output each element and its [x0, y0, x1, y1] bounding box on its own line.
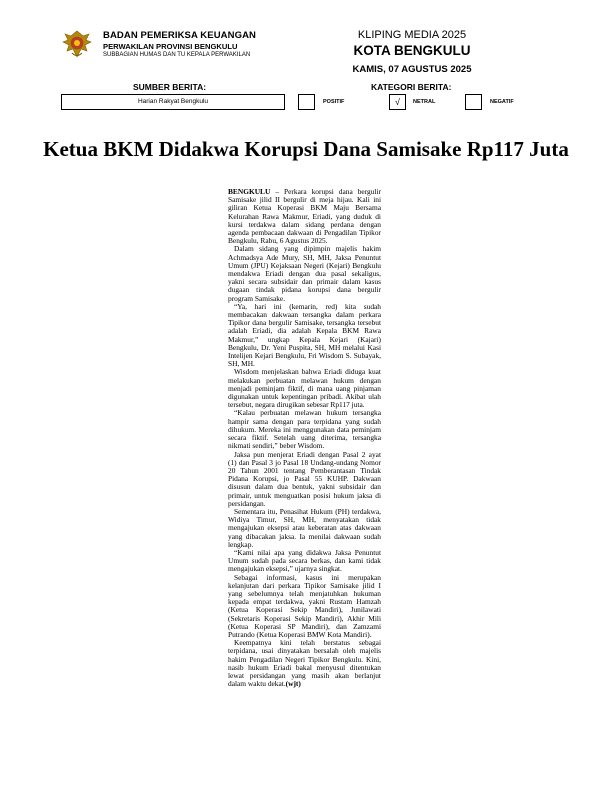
bpk-garuda-logo-icon	[60, 27, 94, 61]
org-block	[103, 31, 256, 58]
org-name: BADAN PEMERIKSA KEUANGAN	[103, 30, 256, 41]
source-label: SUMBER BERITA:	[133, 82, 207, 92]
category-positive-checkbox	[298, 94, 315, 110]
org-subdivision: SUBBAGIAN HUMAS DAN TU KEPALA PERWAKILAN	[103, 52, 251, 59]
article-paragraph: Jaksa pun menjerat Eriadi dengan Pasal 2 ayat (1) dan Pasal 3 jo Pasal 18 Undang-undang Nomor 20 Tahun 2001 tentang Pemberantasan Tindak Pidana Korupsi, jo Pasal 55 KUHP. Dakwaan disusun dalam dua bentuk, yakni subsidair dan primair, untuk menguatkan posisi hukum jaksa di persidangan.	[228, 449, 381, 508]
category-neutral-checkbox: √	[389, 94, 406, 110]
article-paragraph: Dalam sidang yang dipimpin majelis hakim Achmadsya Ade Mury, SH, MH, Jaksa Penuntut Umum (JPU) Kejaksaan Negeri (Kejari) Bengkulu mendakwa Eriadi dengan dua pasal sekaligus, yakni secara subsidair dan primair dalam kasus dugaan tindak pidana korupsi dana bergulir program Samisake.	[228, 244, 381, 303]
article-paragraph: “Kami nilai apa yang didakwa Jaksa Penuntut Umum sudah pada secara berkas, dan kami tidak mengajukan eksepsi,” ujarnya singkat.	[228, 547, 381, 574]
article-paragraph: BENGKULU – Perkara korupsi dana bergulir Samisake jilid II bergulir di meja hijau. Kali ini giliran Ketua Koperasi BKM Maju Bersama Kelurahan Rawa Makmur, Eriadi, yang duduk di kursi terdakwa dalam sidang perdana dengan agenda pembacaan dakwaan di Pengadilan Tipikor Bengkulu, Rabu, 6 Agustus 2025.	[228, 187, 381, 246]
category-negative-checkbox	[465, 94, 482, 110]
category-neutral-label: NETRAL	[413, 99, 436, 105]
category-negative-label: NEGATIF	[490, 99, 514, 105]
clipping-date: KAMIS, 07 AGUSTUS 2025	[352, 64, 472, 75]
article-dateline: BENGKULU	[228, 187, 271, 196]
category-label: KATEGORI BERITA:	[371, 82, 452, 92]
article-paragraph: “Ya, hari ini (kemarin, red) kita sudah membacakan dakwaan tersangka dalam perkara Tipikor dana bergulir Samisake, tersangka tersebut adalah Eriadi, dia adalah Kepala BKM Rawa Makmur,” ungkap Kepala Kejari (Kajari) Bengkulu, Dr. Yeni Puspita, SH, MH melalui Kasi Intelijen Kejari Bengkulu, Fri Wisdom S. Subayak, SH, MH.	[228, 301, 381, 369]
article-paragraph: Sementara itu, Penasihat Hukum (PH) terdakwa, Widiya Timur, SH, MH, menyatakan tidak mengajukan eksepsi atau keberatan atas dakwaan yang dibacakan jaksa. Ia menilai dakwaan sudah lengkap.	[228, 506, 381, 549]
article-title: Ketua BKM Didakwa Korupsi Dana Samisake Rp117 Juta	[43, 137, 569, 161]
article-paragraph: Wisdom menjelaskan bahwa Eriadi diduga kuat melakukan perbuatan melawan hukum dengan menjadi peminjam fiktif, di mana uang pinjaman digunakan untuk kepentingan pribadi. Akibat ulah tersebut, negara dirugikan sebesar Rp117 juta.	[228, 367, 381, 410]
source-value-box: Harian Rakyat Bengkulu	[61, 94, 285, 110]
article-paragraph: Sebagai informasi, kasus ini merupakan kelanjutan dari perkara Tipikor Samisake jilid I yang sebelumnya telah menjatuhkan hukuman kepada empat terdakwa, yakni Rustam Hamzah (Ketua Koperasi Sekip Mandiri), Junilawati (Sekretaris Koperasi Sekip Mandiri), Akhir Mili (Ketua Koperasi SP Mandiri), dan Zamzami Putrando (Ketua Koperasi BMW Kota Mandiri).	[228, 572, 381, 639]
category-positive-label: POSITIF	[323, 99, 345, 105]
kota-label: KOTA BENGKULU	[353, 43, 471, 58]
kliping-label: KLIPING MEDIA 2025	[357, 29, 467, 41]
article-byline: (wjt)	[285, 679, 301, 689]
article-paragraph: Keempatnya kini telah berstatus sebagai terpidana, usai dinyatakan bersalah oleh majelis hakim Pengadilan Negeri Tipikor Bengkulu. Kini, nasib hukum Eriadi bakal menyusul ditentukan lewat persidangan yang masih akan berlanjut dalam waktu dekat.(wjt)	[228, 638, 381, 689]
article-paragraph: “Kalau perbuatan melawan hukum tersangka hampir sama dengan para terpidana yang sudah dihukum. Mereka ini menggunakan data peminjam secara fiktif. Setelah uang diterima, tersangka nikmati sendiri,” beber Wisdom.	[228, 408, 381, 451]
article-body	[228, 188, 381, 688]
org-branch: PERWAKILAN PROVINSI BENGKULU	[103, 41, 238, 51]
